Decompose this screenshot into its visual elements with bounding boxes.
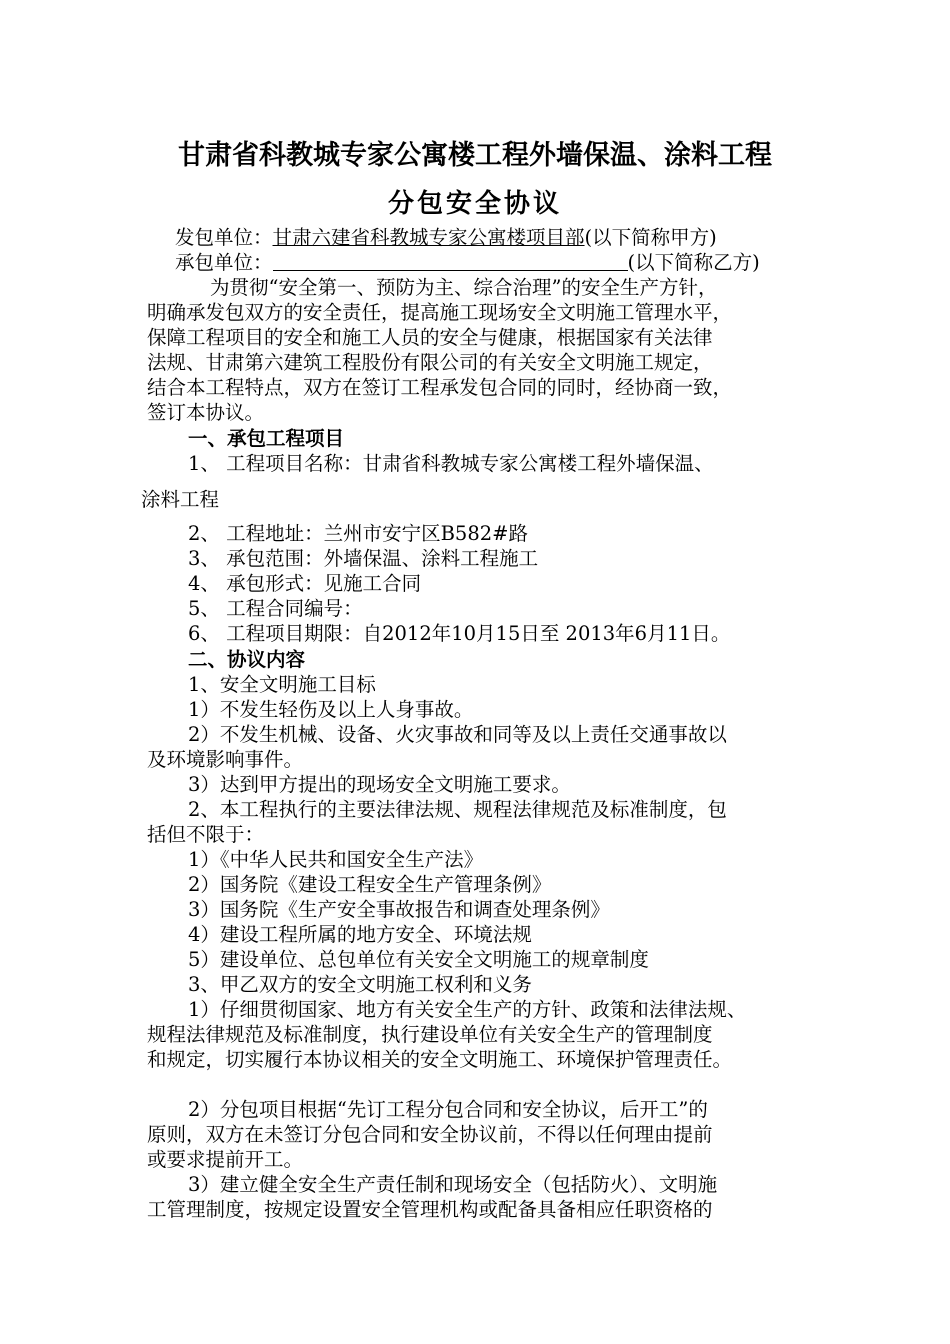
subcontractor-line <box>175 250 760 276</box>
subcontractor-blank <box>273 250 628 271</box>
intro-line: 为贯彻“安全第一、预防为主、综合治理”的安全生产方针， <box>210 276 718 299</box>
s2-line: 2、本工程执行的主要法律法规、规程法律规范及标准制度，包 <box>188 798 727 821</box>
s2-line: 3）达到甲方提出的现场安全文明施工要求。 <box>188 773 571 796</box>
s2-line: 1）不发生轻伤及以上人身事故。 <box>188 698 474 721</box>
item-project-name: 1、 工程项目名称：甘肃省科教城专家公寓楼工程外墙保温、 <box>188 452 714 475</box>
intro-line: 签订本协议。 <box>147 401 265 424</box>
item-form: 4、 承包形式：见施工合同 <box>188 572 422 595</box>
contractor-label: 发包单位： <box>175 226 273 249</box>
contractor-suffix: (以下简称甲方) <box>584 226 717 249</box>
s2-line: 1）《中华人民共和国安全生产法》 <box>188 848 484 871</box>
s2-line: 或要求提前开工。 <box>147 1148 304 1171</box>
s2-line: 工管理制度，按规定设置安全管理机构或配备具备相应任职资格的 <box>147 1198 713 1221</box>
s2-line: 和规定，切实履行本协议相关的安全文明施工、环境保护管理责任。 <box>147 1048 733 1071</box>
section1-heading: 一、承包工程项目 <box>188 427 345 450</box>
s2-line: 规程法律规范及标准制度，执行建设单位有关安全生产的管理制度 <box>147 1023 713 1046</box>
intro-line: 明确承发包双方的安全责任，提高施工现场安全文明施工管理水平， <box>147 301 733 324</box>
item-scope: 3、 承包范围：外墙保温、涂料工程施工 <box>188 547 539 570</box>
subcontractor-label: 承包单位： <box>175 251 273 274</box>
contractor-name: 甘肃六建省科教城专家公寓楼项目部 <box>272 226 585 249</box>
s2-line: 及环境影响事件。 <box>147 748 304 771</box>
contractor-line <box>175 225 717 251</box>
subcontractor-suffix: (以下简称乙方) <box>627 251 760 274</box>
item-contract-no: 5、 工程合同编号： <box>188 597 363 620</box>
item-period: 6、 工程项目期限：自2012年10月15日至 2013年6月11日。 <box>188 622 731 645</box>
s2-line: 3）建立健全安全生产责任制和现场安全（包括防火）、文明施 <box>188 1173 718 1196</box>
s2-line: 4）建设工程所属的地方安全、环境法规 <box>188 923 532 946</box>
intro-line: 结合本工程特点，双方在签订工程承发包合同的同时，经协商一致， <box>147 376 733 399</box>
s2-line: 原则，双方在未签订分包合同和安全协议前，不得以任何理由提前 <box>147 1123 713 1146</box>
section2-heading: 二、协议内容 <box>188 648 306 671</box>
s2-line: 1、安全文明施工目标 <box>188 673 376 696</box>
item-project-address: 2、 工程地址：兰州市安宁区B582#路 <box>188 522 528 545</box>
s2-line: 5）建设单位、总包单位有关安全文明施工的规章制度 <box>188 948 649 971</box>
s2-line: 3）国务院《生产安全事故报告和调查处理条例》 <box>188 898 610 921</box>
s2-line: 3、甲乙双方的安全文明施工权利和义务 <box>188 973 532 996</box>
s2-line: 2）不发生机械、设备、火灾事故和同等及以上责任交通事故以 <box>188 723 727 746</box>
s2-line: 括但不限于： <box>147 823 265 846</box>
s2-line: 1）仔细贯彻国家、地方有关安全生产的方针、政策和法律法规、 <box>188 998 747 1021</box>
item-project-name-cont: 涂料工程 <box>141 488 220 511</box>
intro-line: 保障工程项目的安全和施工人员的安全与健康，根据国家有关法律 <box>147 326 713 349</box>
s2-line: 2）国务院《建设工程安全生产管理条例》 <box>188 873 552 896</box>
s2-line: 2）分包项目根据“先订工程分包合同和安全协议，后开工”的 <box>188 1098 708 1121</box>
document-title-line2: 分包安全协议 <box>387 189 562 219</box>
document-title-line1: 甘肃省科教城专家公寓楼工程外墙保温、涂料工程 <box>178 140 772 171</box>
intro-line: 法规、甘肃第六建筑工程股份有限公司的有关安全文明施工规定， <box>147 351 713 374</box>
